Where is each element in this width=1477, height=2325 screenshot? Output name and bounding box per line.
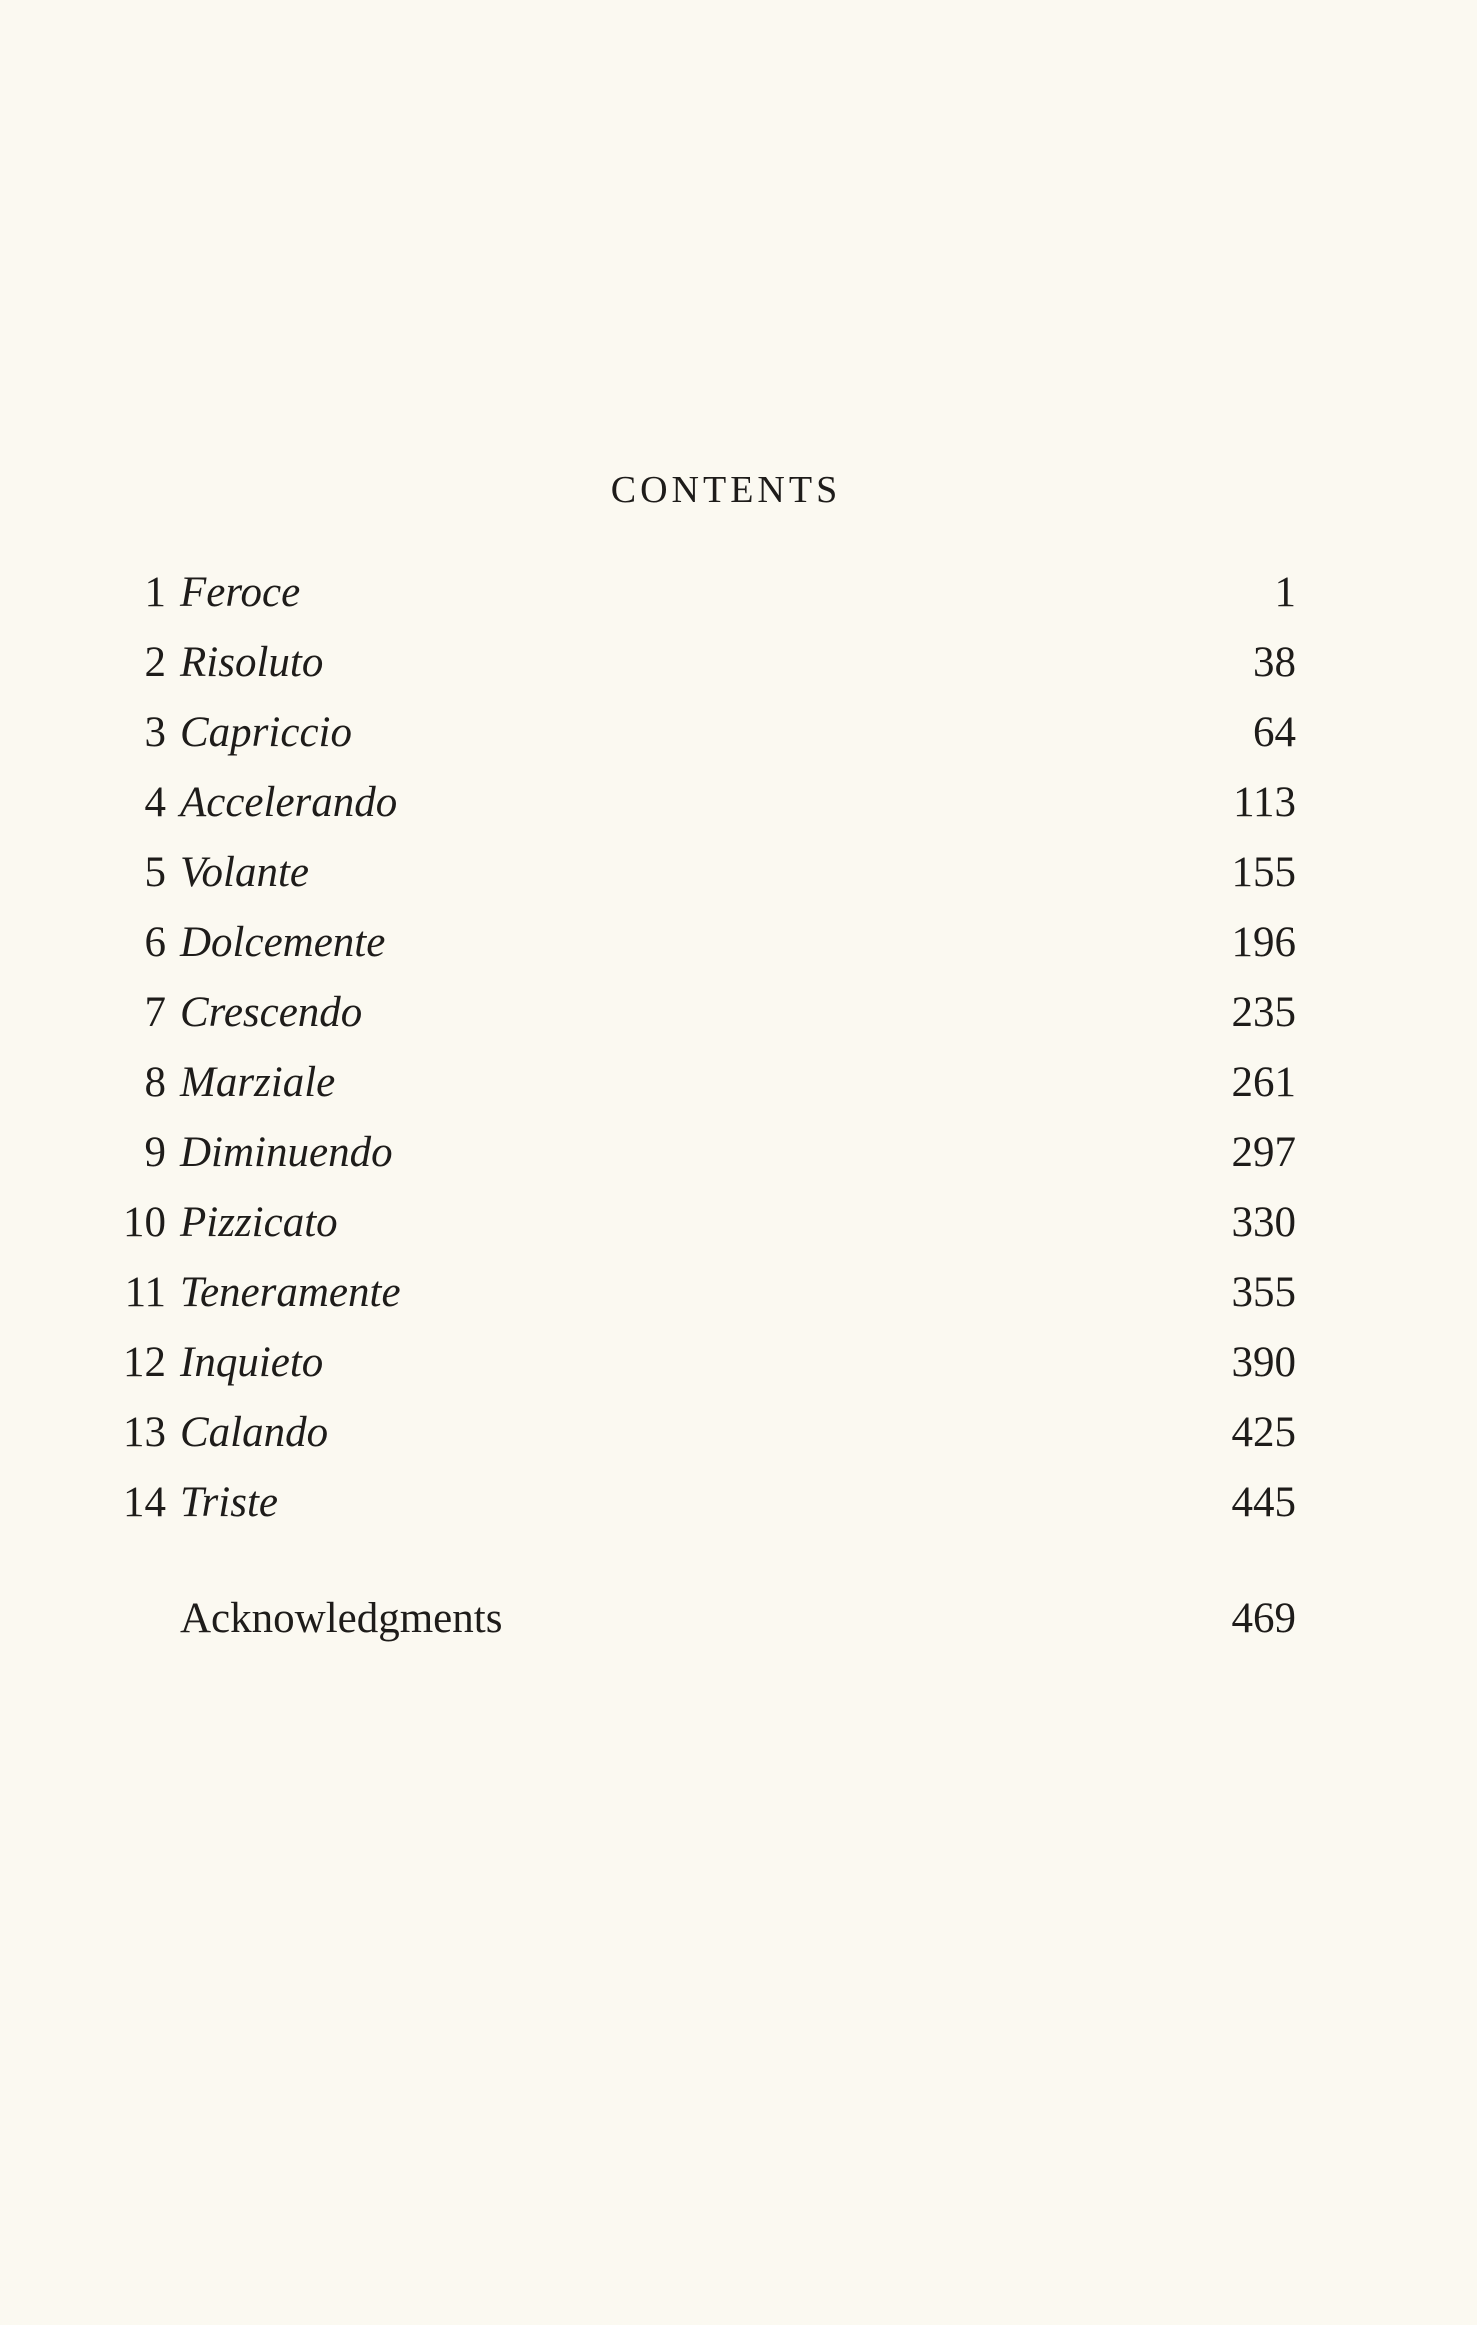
toc-entry xyxy=(100,986,1296,1056)
chapter-number: 7 xyxy=(144,989,166,1036)
toc-entry xyxy=(100,1266,1296,1336)
chapter-page-number: 261 xyxy=(1231,1059,1296,1106)
toc-entry xyxy=(100,1476,1296,1546)
chapter-number: 12 xyxy=(123,1339,166,1386)
chapter-number: 14 xyxy=(123,1479,166,1526)
chapter-number: 10 xyxy=(123,1199,166,1246)
chapter-page-number: 113 xyxy=(1233,779,1296,826)
acknowledgments-label: Acknowledgments xyxy=(180,1595,503,1642)
chapter-title: Volante xyxy=(180,849,309,896)
chapter-title: Inquieto xyxy=(180,1339,324,1386)
chapter-page-number: 1 xyxy=(1274,569,1296,616)
chapter-title: Triste xyxy=(180,1479,278,1526)
chapter-page-number: 390 xyxy=(1231,1339,1296,1386)
chapter-number: 4 xyxy=(144,779,166,826)
chapter-page-number: 297 xyxy=(1231,1129,1296,1176)
chapter-title: Capriccio xyxy=(180,709,352,756)
chapter-page-number: 445 xyxy=(1231,1479,1296,1526)
chapter-number: 11 xyxy=(124,1269,166,1316)
chapter-page-number: 330 xyxy=(1231,1199,1296,1246)
chapter-page-number: 64 xyxy=(1253,709,1296,756)
chapter-page-number: 196 xyxy=(1231,919,1296,966)
chapter-title: Pizzicato xyxy=(180,1199,338,1246)
acknowledgments-page-number: 469 xyxy=(1231,1595,1296,1642)
chapter-number: 13 xyxy=(123,1409,166,1456)
toc-entry xyxy=(100,636,1296,706)
chapter-title: Dolcemente xyxy=(180,919,386,966)
toc-entry xyxy=(100,916,1296,986)
chapter-title: Marziale xyxy=(180,1059,336,1106)
toc-entry xyxy=(100,1056,1296,1126)
chapter-page-number: 38 xyxy=(1253,639,1296,686)
toc-entry xyxy=(100,846,1296,916)
chapter-number: 2 xyxy=(144,639,166,686)
chapter-title: Risoluto xyxy=(180,639,324,686)
toc-entry xyxy=(100,1406,1296,1476)
contents-title: CONTENTS xyxy=(610,469,842,511)
chapter-number: 6 xyxy=(144,919,166,966)
chapter-page-number: 155 xyxy=(1231,849,1296,896)
chapter-title: Accelerando xyxy=(180,779,398,826)
chapter-number: 9 xyxy=(144,1129,166,1176)
toc-entry xyxy=(100,566,1296,636)
toc-entry-acknowledgments xyxy=(100,1592,1296,1662)
chapter-number: 8 xyxy=(144,1059,166,1106)
toc-entry xyxy=(100,776,1296,846)
chapter-page-number: 425 xyxy=(1231,1409,1296,1456)
toc-entry xyxy=(100,706,1296,776)
chapter-title: Calando xyxy=(180,1409,329,1456)
toc-entry xyxy=(100,1196,1296,1266)
chapter-page-number: 235 xyxy=(1231,989,1296,1036)
toc-entry xyxy=(100,1336,1296,1406)
chapter-title: Diminuendo xyxy=(180,1129,393,1176)
chapter-title: Teneramente xyxy=(180,1269,401,1316)
chapter-title: Feroce xyxy=(180,569,301,616)
chapter-number: 5 xyxy=(144,849,166,896)
chapter-number: 3 xyxy=(144,709,166,756)
table-of-contents xyxy=(100,566,1296,1662)
chapter-number: 1 xyxy=(144,569,166,616)
chapter-title: Crescendo xyxy=(180,989,363,1036)
chapter-page-number: 355 xyxy=(1231,1269,1296,1316)
toc-entry xyxy=(100,1126,1296,1196)
